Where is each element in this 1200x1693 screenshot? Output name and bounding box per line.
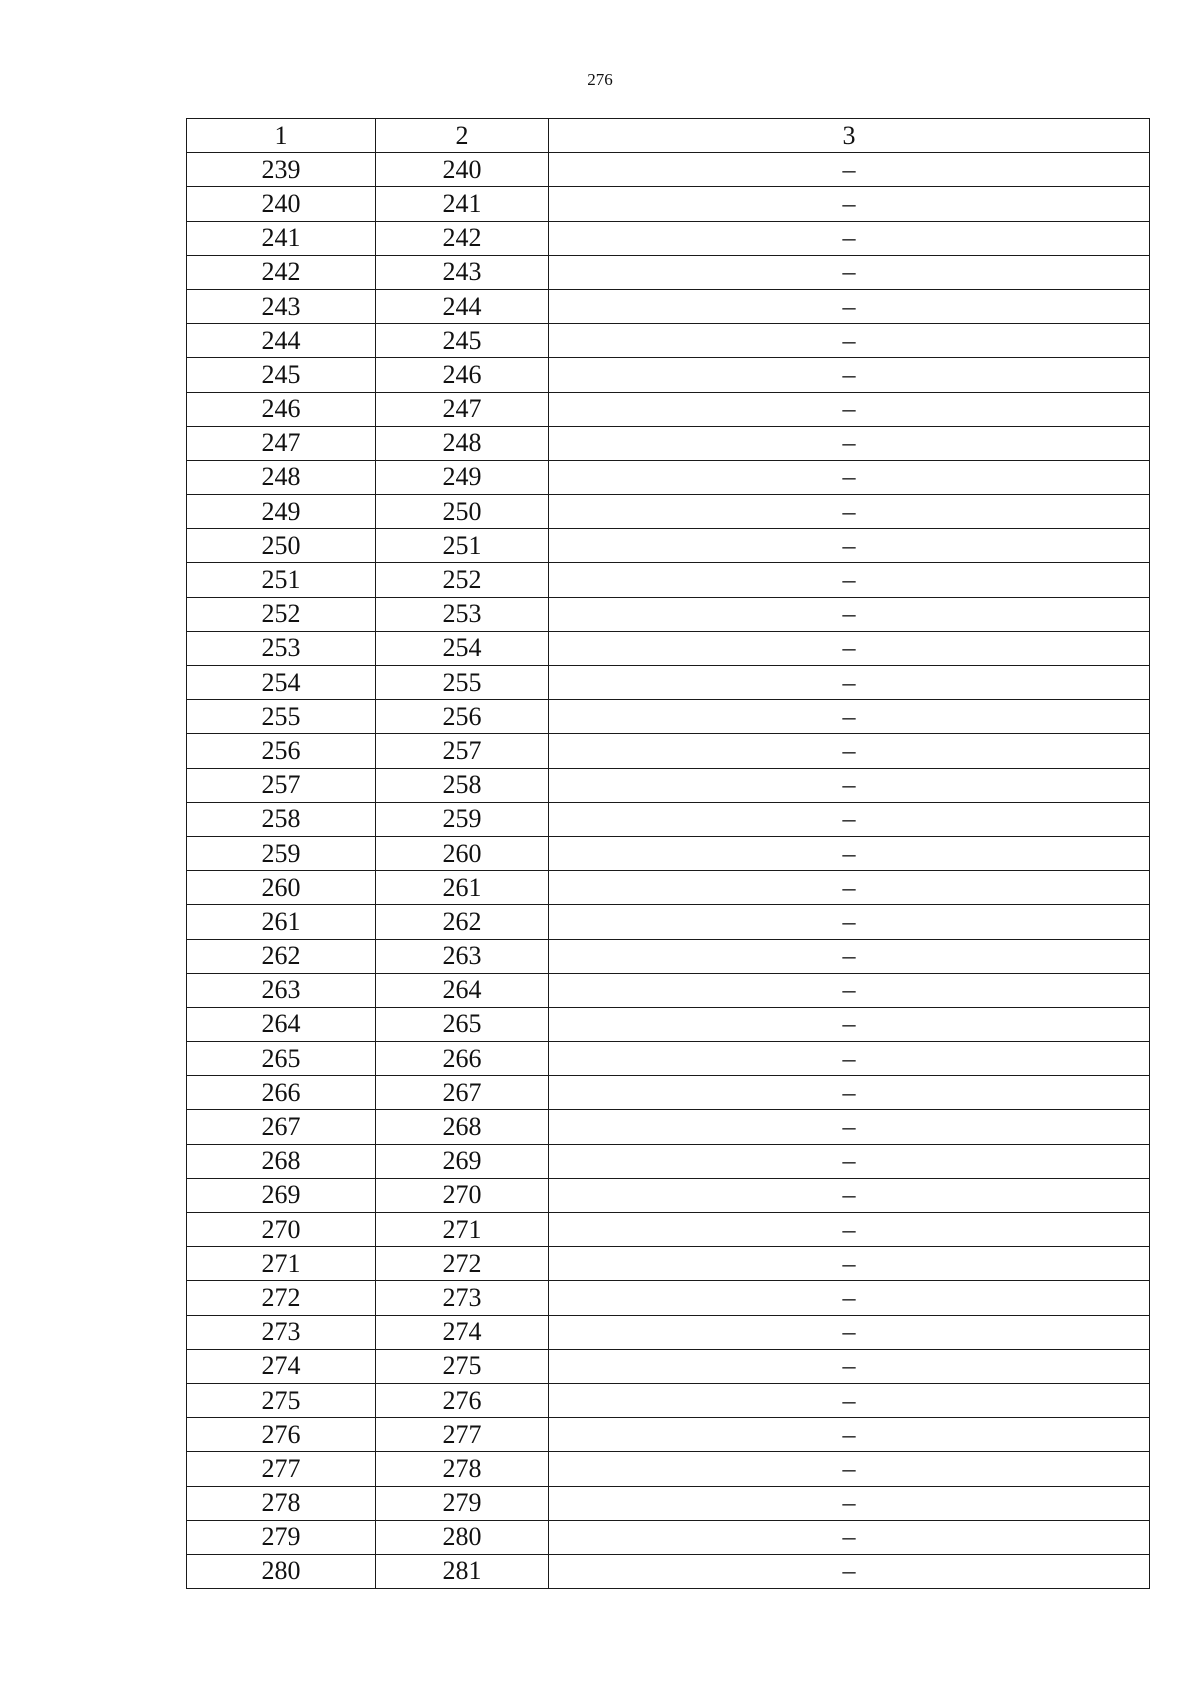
column-header-2: 2 bbox=[376, 119, 549, 153]
cell-col-3: – bbox=[549, 905, 1150, 939]
cell-col-1: 279 bbox=[187, 1520, 376, 1554]
cell-col-2: 264 bbox=[376, 973, 549, 1007]
page-number: 276 bbox=[587, 70, 613, 89]
cell-col-1: 252 bbox=[187, 597, 376, 631]
cell-col-1: 280 bbox=[187, 1554, 376, 1588]
cell-col-2: 246 bbox=[376, 358, 549, 392]
cell-col-1: 256 bbox=[187, 734, 376, 768]
cell-col-2: 262 bbox=[376, 905, 549, 939]
table-row bbox=[187, 1520, 1150, 1554]
table-row bbox=[187, 1452, 1150, 1486]
column-header-3: 3 bbox=[549, 119, 1150, 153]
cell-col-1: 274 bbox=[187, 1349, 376, 1383]
cell-col-1: 251 bbox=[187, 563, 376, 597]
cell-col-1: 255 bbox=[187, 700, 376, 734]
cell-col-3: – bbox=[549, 392, 1150, 426]
table-row bbox=[187, 802, 1150, 836]
cell-col-2: 250 bbox=[376, 495, 549, 529]
cell-col-3: – bbox=[549, 802, 1150, 836]
cell-col-2: 260 bbox=[376, 836, 549, 870]
cell-col-2: 265 bbox=[376, 1007, 549, 1041]
cell-col-2: 280 bbox=[376, 1520, 549, 1554]
cell-col-3: – bbox=[549, 563, 1150, 597]
cell-col-2: 267 bbox=[376, 1076, 549, 1110]
cell-col-1: 276 bbox=[187, 1418, 376, 1452]
cell-col-2: 268 bbox=[376, 1110, 549, 1144]
table-row bbox=[187, 1349, 1150, 1383]
cell-col-2: 258 bbox=[376, 768, 549, 802]
cell-col-3: – bbox=[549, 734, 1150, 768]
cell-col-1: 267 bbox=[187, 1110, 376, 1144]
cell-col-1: 247 bbox=[187, 426, 376, 460]
table-row bbox=[187, 358, 1150, 392]
cell-col-3: – bbox=[549, 324, 1150, 358]
cell-col-3: – bbox=[549, 1213, 1150, 1247]
cell-col-2: 275 bbox=[376, 1349, 549, 1383]
cell-col-2: 266 bbox=[376, 1042, 549, 1076]
cell-col-1: 273 bbox=[187, 1315, 376, 1349]
cell-col-3: – bbox=[549, 666, 1150, 700]
cell-col-3: – bbox=[549, 1315, 1150, 1349]
cell-col-2: 251 bbox=[376, 529, 549, 563]
cell-col-2: 273 bbox=[376, 1281, 549, 1315]
cell-col-3: – bbox=[549, 495, 1150, 529]
table-row bbox=[187, 426, 1150, 460]
column-header-1: 1 bbox=[187, 119, 376, 153]
cell-col-2: 254 bbox=[376, 631, 549, 665]
cell-col-2: 274 bbox=[376, 1315, 549, 1349]
table-row bbox=[187, 1418, 1150, 1452]
cell-col-3: – bbox=[549, 871, 1150, 905]
cell-col-3: – bbox=[549, 153, 1150, 187]
table-row bbox=[187, 836, 1150, 870]
cell-col-3: – bbox=[549, 1110, 1150, 1144]
cell-col-3: – bbox=[549, 1520, 1150, 1554]
cell-col-3: – bbox=[549, 768, 1150, 802]
cell-col-1: 278 bbox=[187, 1486, 376, 1520]
cell-col-1: 260 bbox=[187, 871, 376, 905]
table-row bbox=[187, 221, 1150, 255]
table-row bbox=[187, 1486, 1150, 1520]
cell-col-3: – bbox=[549, 1076, 1150, 1110]
cell-col-3: – bbox=[549, 597, 1150, 631]
cell-col-3: – bbox=[549, 1007, 1150, 1041]
cell-col-3: – bbox=[549, 1281, 1150, 1315]
cell-col-1: 270 bbox=[187, 1213, 376, 1247]
cell-col-3: – bbox=[549, 1042, 1150, 1076]
table-row bbox=[187, 1281, 1150, 1315]
cell-col-1: 275 bbox=[187, 1383, 376, 1417]
cell-col-3: – bbox=[549, 1349, 1150, 1383]
cell-col-2: 269 bbox=[376, 1144, 549, 1178]
cell-col-3: – bbox=[549, 1486, 1150, 1520]
cell-col-1: 269 bbox=[187, 1178, 376, 1212]
cell-col-2: 248 bbox=[376, 426, 549, 460]
cell-col-2: 243 bbox=[376, 255, 549, 289]
table-row bbox=[187, 631, 1150, 665]
cell-col-1: 272 bbox=[187, 1281, 376, 1315]
cell-col-2: 244 bbox=[376, 289, 549, 323]
cell-col-1: 239 bbox=[187, 153, 376, 187]
cell-col-1: 253 bbox=[187, 631, 376, 665]
cell-col-2: 281 bbox=[376, 1554, 549, 1588]
table-row bbox=[187, 973, 1150, 1007]
cell-col-1: 245 bbox=[187, 358, 376, 392]
cell-col-1: 277 bbox=[187, 1452, 376, 1486]
table-row bbox=[187, 1110, 1150, 1144]
table-row bbox=[187, 495, 1150, 529]
table-header-row bbox=[187, 119, 1150, 153]
cell-col-1: 271 bbox=[187, 1247, 376, 1281]
table-row bbox=[187, 460, 1150, 494]
cell-col-2: 278 bbox=[376, 1452, 549, 1486]
cell-col-1: 249 bbox=[187, 495, 376, 529]
cell-col-3: – bbox=[549, 939, 1150, 973]
table-row bbox=[187, 700, 1150, 734]
cell-col-3: – bbox=[549, 1383, 1150, 1417]
table-row bbox=[187, 255, 1150, 289]
cell-col-2: 255 bbox=[376, 666, 549, 700]
table-row bbox=[187, 768, 1150, 802]
cell-col-3: – bbox=[549, 631, 1150, 665]
table-row bbox=[187, 1178, 1150, 1212]
cell-col-1: 268 bbox=[187, 1144, 376, 1178]
cell-col-3: – bbox=[549, 529, 1150, 563]
cell-col-3: – bbox=[549, 1554, 1150, 1588]
cell-col-1: 262 bbox=[187, 939, 376, 973]
cell-col-1: 258 bbox=[187, 802, 376, 836]
cell-col-2: 259 bbox=[376, 802, 549, 836]
cell-col-2: 242 bbox=[376, 221, 549, 255]
table-row bbox=[187, 153, 1150, 187]
cell-col-3: – bbox=[549, 426, 1150, 460]
table-row bbox=[187, 1213, 1150, 1247]
cell-col-2: 253 bbox=[376, 597, 549, 631]
cell-col-2: 272 bbox=[376, 1247, 549, 1281]
cell-col-1: 246 bbox=[187, 392, 376, 426]
cell-col-1: 244 bbox=[187, 324, 376, 358]
cell-col-2: 261 bbox=[376, 871, 549, 905]
cell-col-3: – bbox=[549, 1144, 1150, 1178]
cell-col-2: 241 bbox=[376, 187, 549, 221]
table-row bbox=[187, 939, 1150, 973]
cell-col-2: 256 bbox=[376, 700, 549, 734]
cell-col-1: 264 bbox=[187, 1007, 376, 1041]
table-row bbox=[187, 871, 1150, 905]
cell-col-3: – bbox=[549, 1247, 1150, 1281]
table-row bbox=[187, 392, 1150, 426]
cell-col-3: – bbox=[549, 836, 1150, 870]
table-row bbox=[187, 1144, 1150, 1178]
table-row bbox=[187, 187, 1150, 221]
cell-col-2: 271 bbox=[376, 1213, 549, 1247]
table-row bbox=[187, 563, 1150, 597]
table-body bbox=[187, 119, 1150, 1589]
cell-col-1: 263 bbox=[187, 973, 376, 1007]
table-row bbox=[187, 289, 1150, 323]
cell-col-3: – bbox=[549, 973, 1150, 1007]
cell-col-2: 257 bbox=[376, 734, 549, 768]
cell-col-3: – bbox=[549, 460, 1150, 494]
cell-col-2: 249 bbox=[376, 460, 549, 494]
cell-col-2: 279 bbox=[376, 1486, 549, 1520]
cell-col-1: 240 bbox=[187, 187, 376, 221]
cell-col-1: 266 bbox=[187, 1076, 376, 1110]
cell-col-3: – bbox=[549, 1452, 1150, 1486]
cell-col-2: 245 bbox=[376, 324, 549, 358]
cell-col-3: – bbox=[549, 289, 1150, 323]
table-row bbox=[187, 1076, 1150, 1110]
table-row bbox=[187, 597, 1150, 631]
cell-col-3: – bbox=[549, 221, 1150, 255]
cell-col-3: – bbox=[549, 1418, 1150, 1452]
table-row bbox=[187, 666, 1150, 700]
table-row bbox=[187, 905, 1150, 939]
table-row bbox=[187, 529, 1150, 563]
cell-col-1: 259 bbox=[187, 836, 376, 870]
cell-col-1: 250 bbox=[187, 529, 376, 563]
cell-col-3: – bbox=[549, 700, 1150, 734]
table-row bbox=[187, 324, 1150, 358]
cell-col-1: 257 bbox=[187, 768, 376, 802]
cell-col-2: 277 bbox=[376, 1418, 549, 1452]
table-row bbox=[187, 1247, 1150, 1281]
cell-col-2: 263 bbox=[376, 939, 549, 973]
cell-col-2: 247 bbox=[376, 392, 549, 426]
cell-col-1: 248 bbox=[187, 460, 376, 494]
table-row bbox=[187, 1554, 1150, 1588]
table-row bbox=[187, 734, 1150, 768]
cell-col-1: 241 bbox=[187, 221, 376, 255]
cell-col-3: – bbox=[549, 1178, 1150, 1212]
table-row bbox=[187, 1383, 1150, 1417]
cell-col-1: 242 bbox=[187, 255, 376, 289]
data-table bbox=[186, 118, 1150, 1589]
cell-col-1: 261 bbox=[187, 905, 376, 939]
table-row bbox=[187, 1042, 1150, 1076]
cell-col-2: 252 bbox=[376, 563, 549, 597]
cell-col-3: – bbox=[549, 358, 1150, 392]
cell-col-2: 270 bbox=[376, 1178, 549, 1212]
cell-col-2: 276 bbox=[376, 1383, 549, 1417]
cell-col-3: – bbox=[549, 187, 1150, 221]
cell-col-1: 243 bbox=[187, 289, 376, 323]
cell-col-1: 254 bbox=[187, 666, 376, 700]
cell-col-2: 240 bbox=[376, 153, 549, 187]
cell-col-1: 265 bbox=[187, 1042, 376, 1076]
cell-col-3: – bbox=[549, 255, 1150, 289]
table-row bbox=[187, 1315, 1150, 1349]
table-row bbox=[187, 1007, 1150, 1041]
